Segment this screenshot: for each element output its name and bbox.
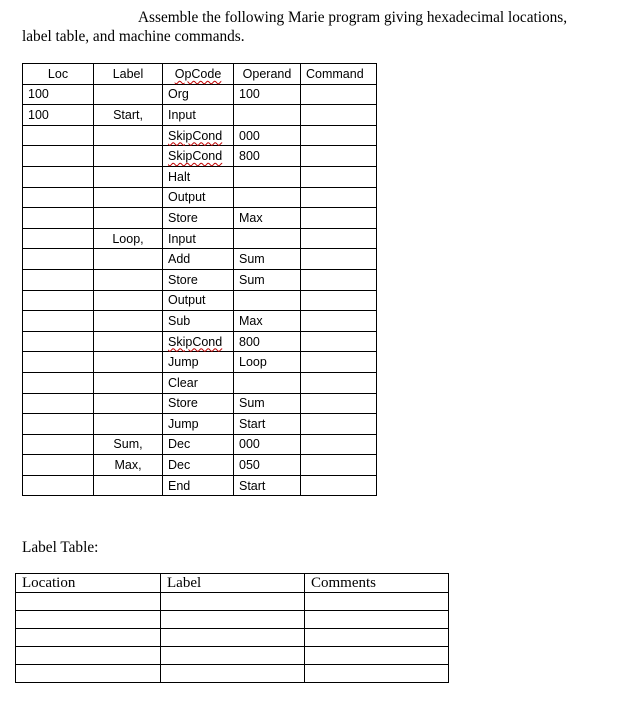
loc-cell: [23, 187, 94, 208]
opcode-cell: Input: [163, 228, 234, 249]
loc-cell: [23, 249, 94, 270]
operand-cell: 100: [234, 84, 301, 105]
label-cell: [94, 414, 163, 435]
label-cell: [94, 372, 163, 393]
loc-cell: 100: [23, 105, 94, 126]
program-row: [23, 434, 377, 455]
label-table-row: [16, 665, 449, 683]
label-cell: [94, 475, 163, 496]
loc-cell: [23, 414, 94, 435]
instructions-line-1: Assemble the following Marie program giving hexadecimal locations,: [138, 9, 568, 26]
program-row: [23, 208, 377, 229]
loc-cell: 100: [23, 84, 94, 105]
program-row: [23, 475, 377, 496]
command-cell: [301, 84, 377, 105]
opcode-cell: Store: [163, 269, 234, 290]
operand-cell: Max: [234, 208, 301, 229]
program-table: [22, 63, 377, 496]
program-row: [23, 187, 377, 208]
opcode-cell: Add: [163, 249, 234, 270]
header-opcode: OpCode: [163, 64, 234, 85]
opcode-cell: Store: [163, 393, 234, 414]
loc-cell: [23, 372, 94, 393]
instructions-line-2: label table, and machine commands.: [22, 28, 245, 45]
label-cell: [94, 208, 163, 229]
command-cell: [301, 372, 377, 393]
label-cell: [94, 311, 163, 332]
label-cell: [94, 352, 163, 373]
operand-cell: [234, 187, 301, 208]
program-row: [23, 290, 377, 311]
label-cell: Max,: [94, 455, 163, 476]
label-table-cell: [16, 665, 161, 683]
label-table: [15, 573, 449, 683]
loc-cell: [23, 208, 94, 229]
loc-cell: [23, 475, 94, 496]
header-loc: Loc: [23, 64, 94, 85]
program-row: [23, 414, 377, 435]
label-cell: [94, 166, 163, 187]
operand-cell: Start: [234, 475, 301, 496]
command-cell: [301, 208, 377, 229]
command-cell: [301, 352, 377, 373]
command-cell: [301, 475, 377, 496]
label-table-cell: [305, 665, 449, 683]
label-table-cell: [305, 647, 449, 665]
label-table-row: [16, 593, 449, 611]
program-row: [23, 393, 377, 414]
program-row: [23, 146, 377, 167]
operand-cell: Start: [234, 414, 301, 435]
label-table-cell: [16, 647, 161, 665]
opcode-cell: Jump: [163, 414, 234, 435]
header-location: Location: [16, 574, 161, 593]
program-row: [23, 249, 377, 270]
opcode-cell: Input: [163, 105, 234, 126]
program-row: [23, 105, 377, 126]
label-table-cell: [16, 629, 161, 647]
operand-cell: Sum: [234, 249, 301, 270]
opcode-cell: Org: [163, 84, 234, 105]
loc-cell: [23, 146, 94, 167]
opcode-cell: Dec: [163, 455, 234, 476]
command-cell: [301, 331, 377, 352]
opcode-cell: End: [163, 475, 234, 496]
label-cell: Loop,: [94, 228, 163, 249]
operand-cell: [234, 228, 301, 249]
program-row: [23, 455, 377, 476]
command-cell: [301, 269, 377, 290]
label-cell: [94, 125, 163, 146]
command-cell: [301, 228, 377, 249]
command-cell: [301, 290, 377, 311]
opcode-cell: Store: [163, 208, 234, 229]
program-row: [23, 372, 377, 393]
operand-cell: [234, 290, 301, 311]
opcode-cell: Clear: [163, 372, 234, 393]
command-cell: [301, 414, 377, 435]
label-table-cell: [161, 665, 305, 683]
program-row: [23, 228, 377, 249]
operand-cell: [234, 166, 301, 187]
opcode-cell: SkipCond: [163, 146, 234, 167]
command-cell: [301, 455, 377, 476]
command-cell: [301, 125, 377, 146]
header-label: Label: [94, 64, 163, 85]
instructions: [22, 8, 612, 46]
loc-cell: [23, 331, 94, 352]
loc-cell: [23, 269, 94, 290]
label-cell: [94, 84, 163, 105]
header-command: Command: [301, 64, 377, 85]
program-row: [23, 84, 377, 105]
label-cell: [94, 249, 163, 270]
label-cell: [94, 290, 163, 311]
opcode-cell: SkipCond: [163, 331, 234, 352]
label-table-cell: [161, 611, 305, 629]
loc-cell: [23, 455, 94, 476]
loc-cell: [23, 393, 94, 414]
label-table-cell: [161, 629, 305, 647]
label-table-cell: [16, 593, 161, 611]
program-table-header: [23, 64, 377, 85]
command-cell: [301, 166, 377, 187]
label-table-cell: [16, 611, 161, 629]
opcode-cell: Output: [163, 290, 234, 311]
program-row: [23, 166, 377, 187]
label-table-caption: Label Table:: [22, 539, 99, 556]
label-table-cell: [305, 593, 449, 611]
opcode-cell: Halt: [163, 166, 234, 187]
label-cell: Start,: [94, 105, 163, 126]
loc-cell: [23, 290, 94, 311]
command-cell: [301, 187, 377, 208]
opcode-cell: Jump: [163, 352, 234, 373]
operand-cell: 050: [234, 455, 301, 476]
loc-cell: [23, 228, 94, 249]
opcode-cell: Sub: [163, 311, 234, 332]
label-table-cell: [305, 611, 449, 629]
label-table-cell: [161, 593, 305, 611]
opcode-cell: Output: [163, 187, 234, 208]
operand-cell: 000: [234, 125, 301, 146]
operand-cell: [234, 105, 301, 126]
program-row: [23, 269, 377, 290]
command-cell: [301, 146, 377, 167]
loc-cell: [23, 311, 94, 332]
label-cell: [94, 269, 163, 290]
operand-cell: 800: [234, 331, 301, 352]
operand-cell: 800: [234, 146, 301, 167]
label-cell: [94, 146, 163, 167]
operand-cell: [234, 372, 301, 393]
loc-cell: [23, 434, 94, 455]
operand-cell: Max: [234, 311, 301, 332]
command-cell: [301, 105, 377, 126]
label-table-row: [16, 629, 449, 647]
label-table-cell: [161, 647, 305, 665]
label-cell: [94, 187, 163, 208]
program-row: [23, 311, 377, 332]
command-cell: [301, 393, 377, 414]
command-cell: [301, 249, 377, 270]
header-label: Label: [161, 574, 305, 593]
header-comments: Comments: [305, 574, 449, 593]
command-cell: [301, 434, 377, 455]
program-row: [23, 331, 377, 352]
program-row: [23, 352, 377, 373]
header-operand: Operand: [234, 64, 301, 85]
label-cell: [94, 393, 163, 414]
opcode-cell: Dec: [163, 434, 234, 455]
operand-cell: Sum: [234, 269, 301, 290]
program-row: [23, 125, 377, 146]
loc-cell: [23, 125, 94, 146]
operand-cell: Sum: [234, 393, 301, 414]
operand-cell: Loop: [234, 352, 301, 373]
loc-cell: [23, 352, 94, 373]
loc-cell: [23, 166, 94, 187]
label-table-cell: [305, 629, 449, 647]
label-table-header: [16, 574, 449, 593]
opcode-cell: SkipCond: [163, 125, 234, 146]
label-cell: [94, 331, 163, 352]
label-table-row: [16, 611, 449, 629]
operand-cell: 000: [234, 434, 301, 455]
command-cell: [301, 311, 377, 332]
label-cell: Sum,: [94, 434, 163, 455]
label-table-row: [16, 647, 449, 665]
